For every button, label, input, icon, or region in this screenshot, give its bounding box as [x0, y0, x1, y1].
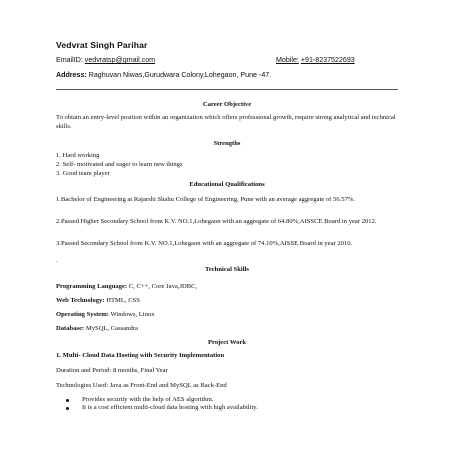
education-item: 3.Passed Secondary School from K.V. NO.1,Lohegaon with an aggregate of 74.10%,AISSE Board in year 2010.: [56, 240, 353, 247]
mobile-block: [276, 56, 355, 64]
bullet-text: Provides security with the help of AES algorithm.: [82, 396, 214, 403]
project-title-text: 1. Multi- Cloud Data Hosting with Security Implementation: [56, 352, 225, 359]
skill-row: [56, 283, 197, 290]
email-link[interactable]: vedvratsp@gmail.com: [84, 56, 156, 64]
bullet-text: It is a cost efficient multi-cloud data hosting with high availability.: [82, 404, 258, 412]
skill-label: Database:: [56, 325, 85, 332]
skill-label: Programming Language:: [56, 283, 128, 290]
contact-line: [56, 56, 378, 64]
skill-value: Windows, Linux: [110, 311, 155, 318]
education-item: 1.Bachelor of Engineering at Rajarshi Shahu College of Engineering, Pune with an average aggregate of 56.57%.: [56, 196, 356, 203]
skill-value: MySQL, Cassandra: [85, 325, 138, 332]
career-heading: Career Objective: [202, 101, 252, 108]
project-bullets: [66, 396, 258, 412]
skills-heading: Technical Skills: [205, 266, 249, 273]
list-item: [66, 396, 258, 404]
skill-label: Web Technology:: [56, 297, 105, 304]
bullet-icon: [66, 399, 69, 402]
career-text: To obtain an entry-level position within an organization which offers professional growth, require strong analytical and technical skills.: [56, 114, 396, 131]
project-duration: Duration and Period: 8 months, Final Year: [56, 367, 168, 374]
skill-row: [56, 297, 140, 304]
project-technologies: Technologies Used: Java as Front-End and MySQL as Back-End: [56, 382, 227, 389]
mobile-label: Mobile:: [276, 56, 299, 64]
strength-item: 1. Hard working: [56, 152, 100, 159]
skill-row: [56, 311, 155, 318]
project-heading: Project Work: [207, 339, 247, 346]
skill-label: Operating System:: [56, 311, 109, 318]
list-item: [66, 404, 258, 412]
header-divider: [56, 89, 398, 90]
address-value: Raghuvan Niwas,Gurudwara Colony,Lohegaon, Pune -47.: [88, 71, 272, 79]
bullet-icon: [66, 407, 69, 410]
skill-value: C, C++, Core Java,JDBC,: [128, 283, 198, 290]
project-title: [56, 352, 224, 359]
education-item: 2.Passed Higher Secondary School from K.V. NO.1,Lohegaon with an aggregate of 64.80%,AISSCE Board in year 2012.: [56, 218, 377, 225]
email-label: EmailID:: [56, 56, 83, 64]
skill-row: [56, 325, 138, 332]
strengths-heading: Strengths: [213, 140, 241, 147]
skill-value: HTML, CSS: [106, 297, 140, 304]
education-heading: Educational Qualifications: [189, 181, 265, 188]
candidate-name: Vedvrat Singh Parihar: [56, 40, 148, 50]
mobile-number[interactable]: +91-8237522693: [300, 56, 355, 64]
strength-item: 3. Good team player: [56, 170, 110, 177]
address-line: [56, 71, 271, 79]
strength-item: 2. Self- motivated and eager to learn new things: [56, 161, 183, 168]
trailing-mark: .: [56, 257, 58, 264]
address-label: Address:: [56, 71, 87, 79]
